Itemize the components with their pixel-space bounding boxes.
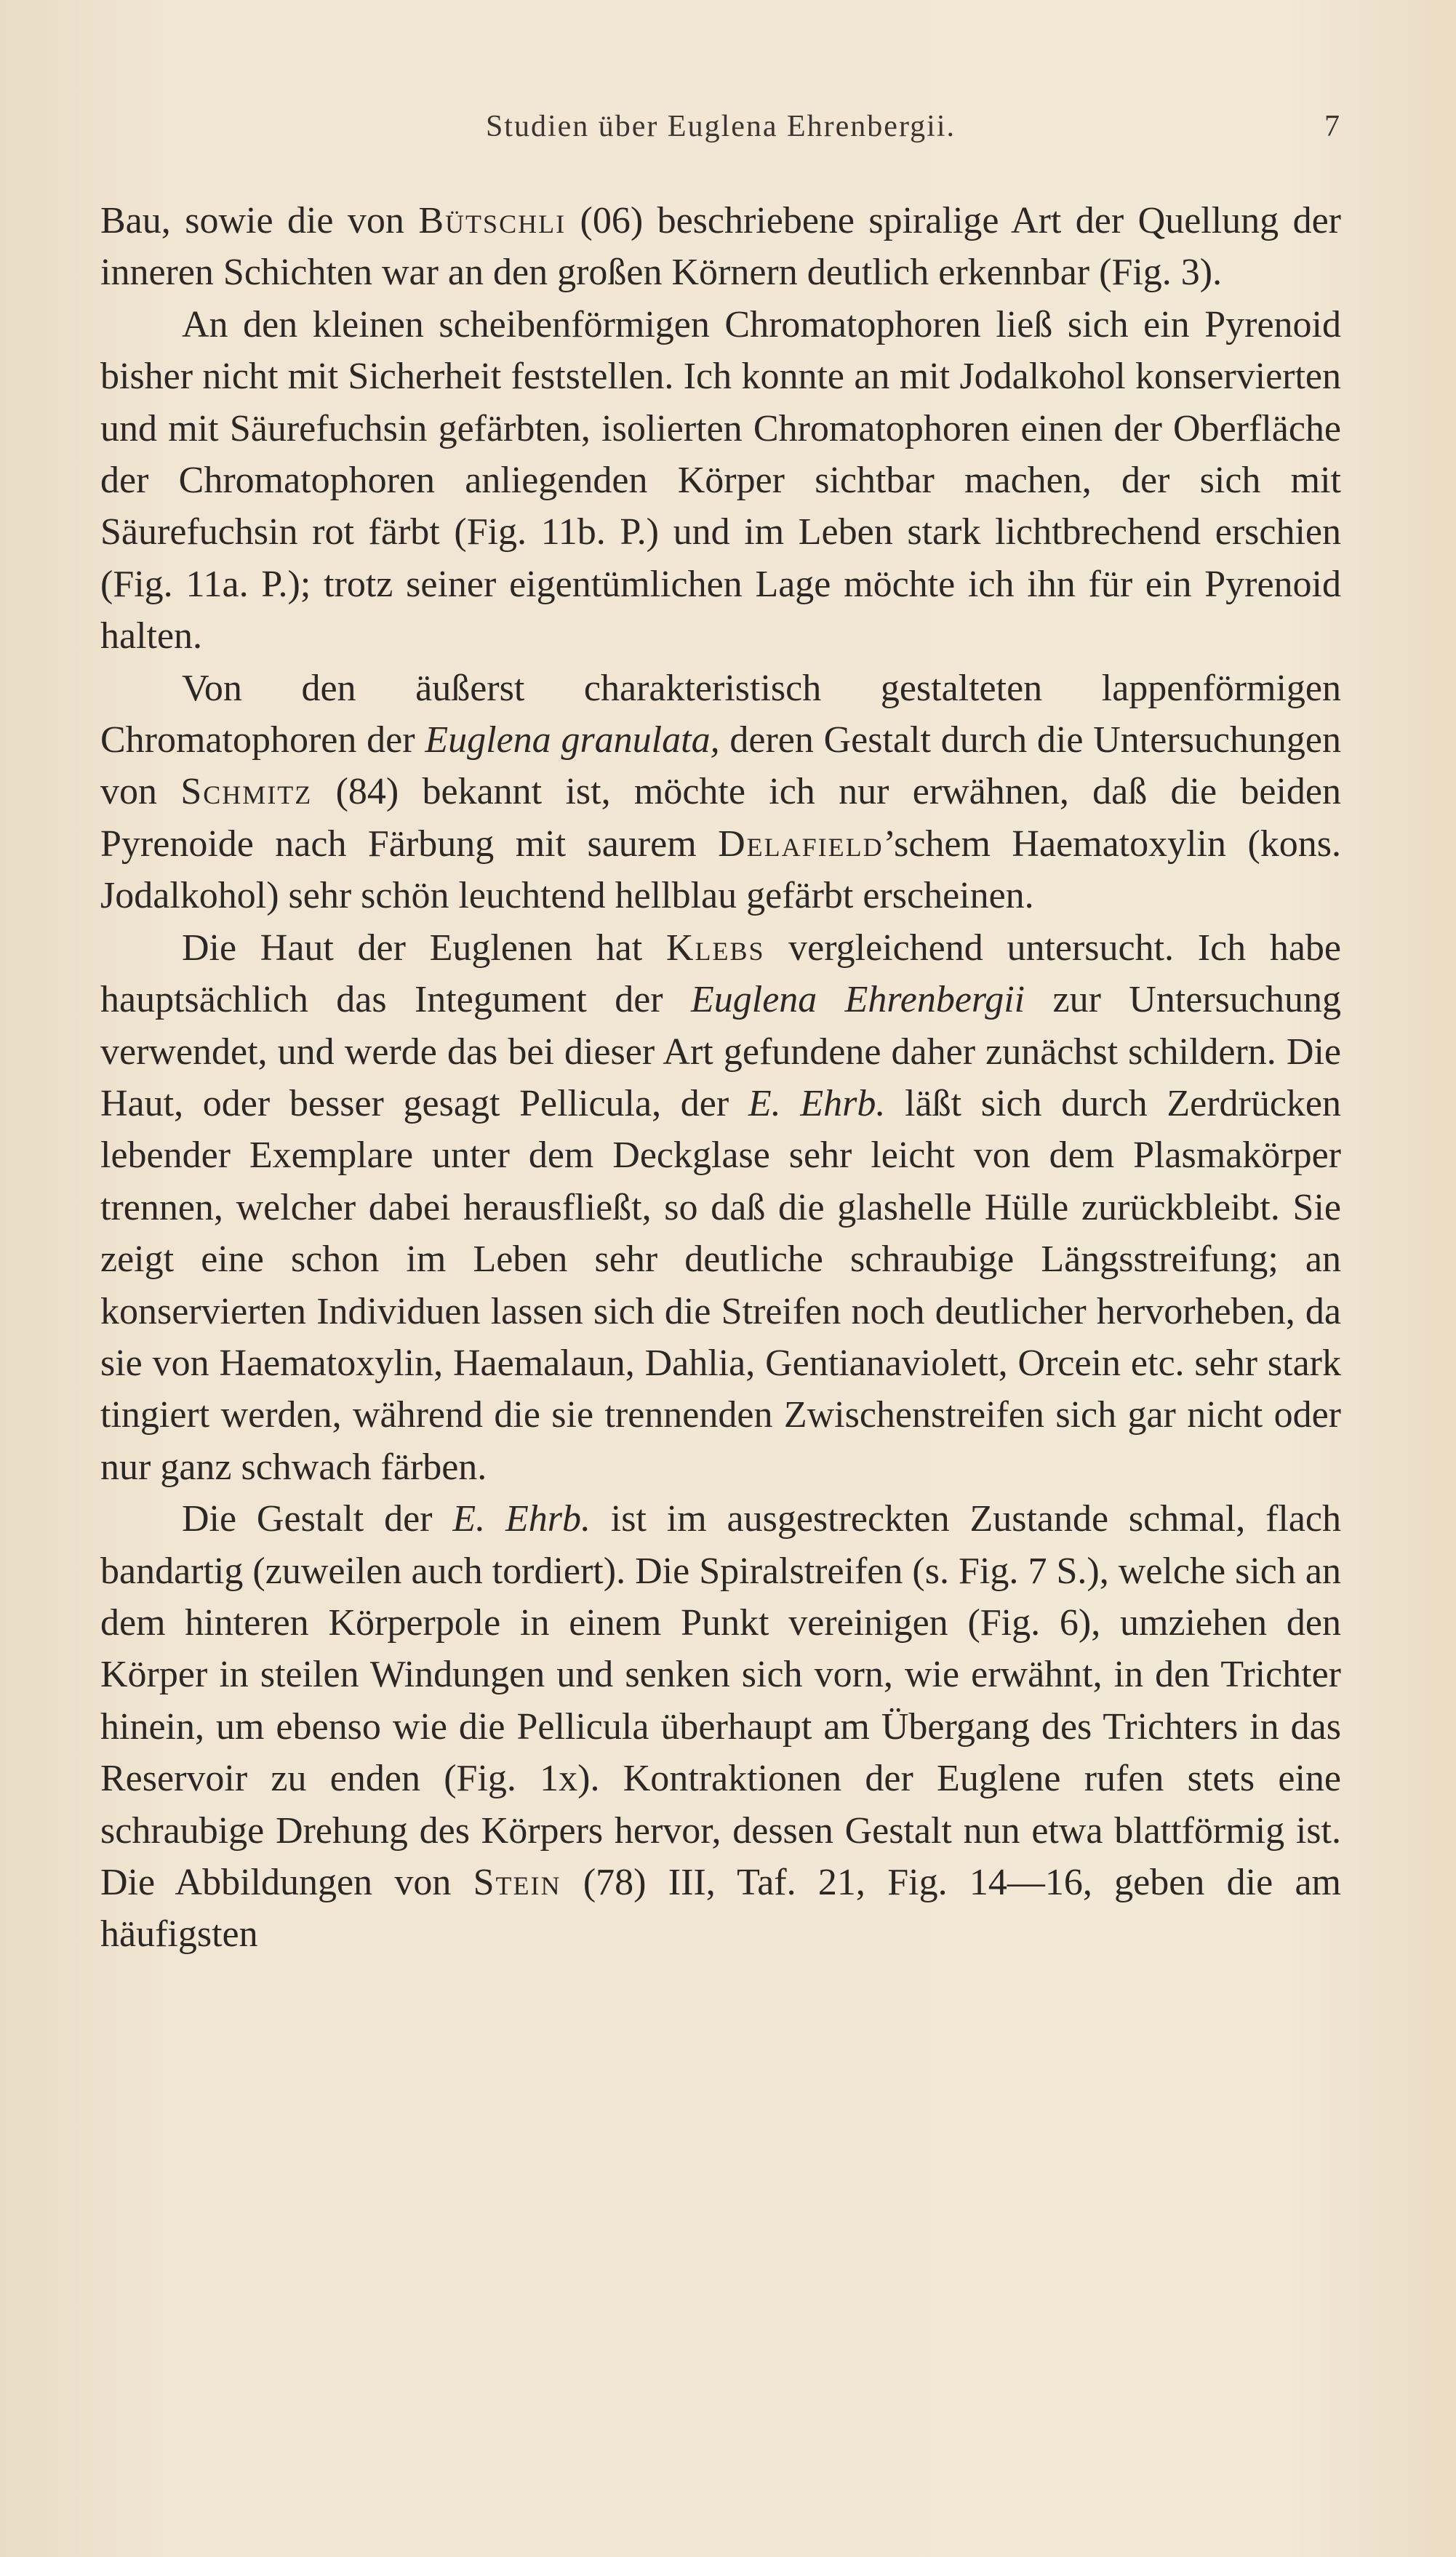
text-segment: (78) III, Taf. 21, Fig. 14—16, geben die am häufigsten [100,1862,1341,1956]
text-segment: ’schem Haematoxylin (kons. Jodalkohol) sehr schön leuchtend hellblau gefärbt erscheinen. [100,823,1341,917]
text-segment: ist im ausgestreckten Zustande schmal, flach bandartig (zuweilen auch tordiert). Die Spiralstreifen (s. Fig. 7 S.), welche sich an dem hinteren Körperpole in einem Punkt vereinigen (Fig. 6), umziehen den Körper in steilen Windungen und senken sich vorn, wie erwähnt, in den Trichter hinein, um ebenso wie die Pellicula überhaupt am Übergang des Trichters in das Reservoir zu enden (Fig. 1x). Kontraktionen der Euglene rufen stets eine schraubige Drehung des Körpers hervor, dessen Gestalt nun etwa blattförmig ist. Die Abbildungen von [100,1498,1341,1903]
species-name: Euglena granulata, [425,719,720,761]
author-name: Delafield [718,823,884,865]
text-segment: (06) beschriebene spiralige Art der Quellung der inneren Schichten war an den großen Körnern deutlich erkennbar (Fig. 3). [100,200,1342,294]
body-text [100,195,1341,1961]
species-name: E. Ehrb. [452,1498,591,1540]
species-name: Euglena Ehrenbergii [690,979,1025,1021]
paragraph-1 [100,195,1341,299]
text-segment: vergleichend untersucht. Ich habe hauptsächlich das Integument der [100,927,1341,1021]
text-segment: (84) bekannt ist, möchte ich nur erwähnen, daß die beiden Pyrenoide nach Färbung mit saurem [100,771,1342,865]
paragraph-3 [100,663,1341,922]
paragraph-4 [100,922,1341,1493]
text-segment: Von den äußerst charakteristisch gestalteten lappenförmigen Chromatophoren der [100,667,1341,761]
running-head [100,109,1341,167]
text-segment: Die Gestalt der [182,1498,453,1540]
text-segment: Bau, sowie die von [100,200,419,241]
text-segment: An den kleinen scheibenförmigen Chromatophoren ließ sich ein Pyrenoid bisher nicht mit Sicherheit feststellen. Ich konnte an mit Jodalkohol konservierten und mit Säurefuchsin gefärbten, isolierten Chromatophoren einen der Oberfläche der Chromatophoren anliegenden Körper sichtbar machen, der sich mit Säurefuchsin rot färbt (Fig. 11b. P.) und im Leben stark lichtbrechend erschien (Fig. 11a. P.); trotz seiner eigentümlichen Lage möchte ich ihn für ein Pyrenoid halten. [100,303,1341,657]
page-number: 7 [1324,110,1341,143]
author-name: Stein [473,1862,561,1903]
author-name: Schmitz [180,771,313,813]
text-segment: deren Gestalt durch die Untersuchungen von [100,719,1342,813]
species-name: E. Ehrb. [748,1082,886,1124]
paragraph-2 [100,299,1341,663]
author-name: Bütschli [418,200,567,241]
text-segment: Die Haut der Euglenen hat [182,927,666,969]
paragraph-5 [100,1493,1341,1961]
text-segment: läßt sich durch Zerdrücken lebender Exemplare unter dem Deckglase sehr leicht von dem Plasmakörper trennen, welcher dabei herausfließt, so daß die glashelle Hülle zurückbleibt. Sie zeigt eine schon im Leben sehr deutliche schraubige Längsstreifung; an konservierten Individuen lassen sich die Streifen noch deutlicher hervorheben, da sie von Haematoxylin, Haemalaun, Dahlia, Gentianaviolett, Orcein etc. sehr stark tingiert werden, während die sie trennenden Zwischenstreifen sich gar nicht oder nur ganz schwach färben. [100,1082,1341,1488]
author-name: Klebs [665,927,765,969]
text-segment: zur Untersuchung verwendet, und werde das bei dieser Art gefundene daher zunächst schildern. Die Haut, oder besser gesagt Pellicula, der [100,979,1341,1124]
running-title: Studien über Euglena Ehrenbergii. [485,110,956,143]
